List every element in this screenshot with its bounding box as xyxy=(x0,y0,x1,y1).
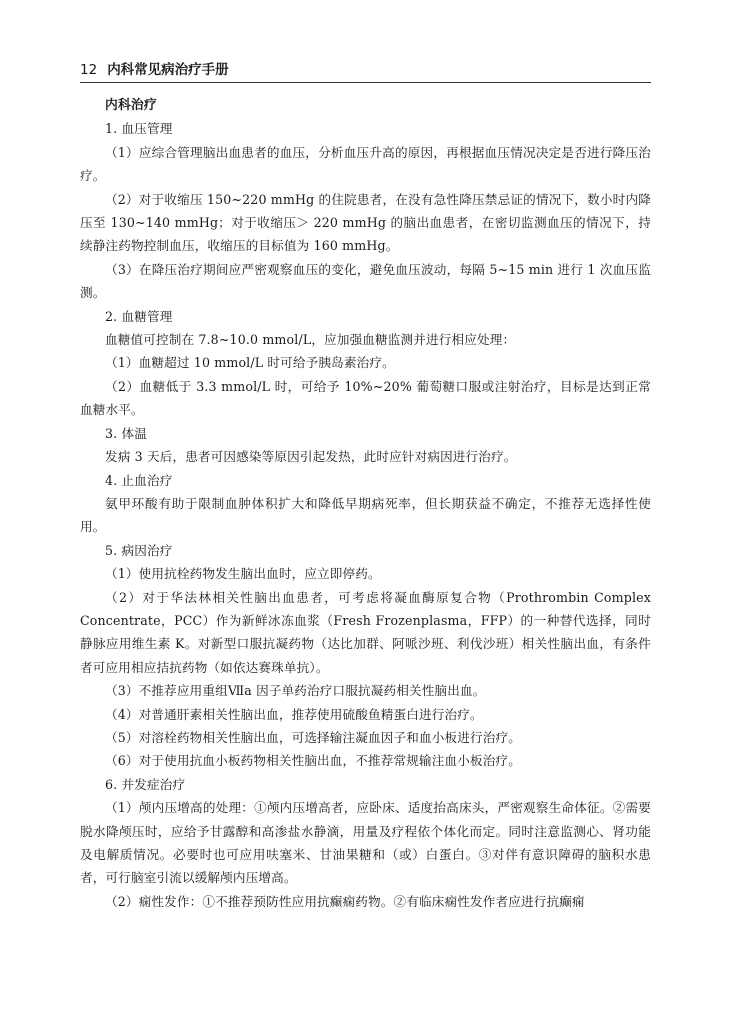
page-body xyxy=(80,94,651,913)
paragraph: （1）使用抗栓药物发生脑出血时，应立即停药。 xyxy=(105,566,381,582)
paragraph: （4）对普通肝素相关性脑出血，推荐使用硫酸鱼精蛋白进行治疗。 xyxy=(105,706,483,722)
paragraph: （3）不推荐应用重组Ⅶa 因子单药治疗口服抗凝药相关性脑出血。 xyxy=(105,683,486,699)
paragraph: （1）颅内压增高的处理：①颅内压增高者，应卧床、适度抬高床头，严密观察生命体征。②需要脱水降颅压时，应给予甘露醇和高渗盐水静滴，用量及疗程依个体化而定。同时注意监测心、肾功能及电解质情况。必要时也可应用呋塞米、甘油果糖和（或）白蛋白。③对伴有意识障碍的脑积水患者，可行脑室引流以缓解颅内压增高。 xyxy=(80,800,651,886)
page-header xyxy=(80,60,651,83)
paragraph: （2）痫性发作：①不推荐预防性应用抗癫痫药物。②有临床痫性发作者应进行抗癫痫 xyxy=(105,893,585,909)
subsection-heading: 6. 并发症治疗 xyxy=(105,776,186,792)
page-number: 12 xyxy=(80,62,98,78)
paragraph: （1）应综合管理脑出血患者的血压，分析血压升高的原因，再根据血压情况决定是否进行降压治疗。 xyxy=(80,144,651,184)
paragraph: （6）对于使用抗血小板药物相关性脑出血，不推荐常规输注血小板治疗。 xyxy=(105,753,521,769)
paragraph: 发病 3 天后，患者可因感染等原因引起发热，此时应针对病因进行治疗。 xyxy=(105,449,517,465)
subsection-heading: 4. 止血治疗 xyxy=(105,472,173,488)
paragraph: （2）血糖低于 3.3 mmol/L 时，可给予 10%~20% 葡萄糖口服或注射治疗，目标是达到正常血糖水平。 xyxy=(80,378,651,418)
paragraph: （3）在降压治疗期间应严密观察血压的变化，避免血压波动，每隔 5~15 min 进行 1 次血压监测。 xyxy=(80,261,651,301)
section-title: 内科治疗 xyxy=(105,98,157,113)
book-title: 内科常见病治疗手册 xyxy=(107,62,229,78)
paragraph: （2）对于收缩压 150~220 mmHg 的住院患者，在没有急性降压禁忌证的情况下，数小时内降压至 130~140 mmHg；对于收缩压＞ 220 mmHg 的脑出血患者，在密切监测血压的情况下，持续静注药物控制血压，收缩压的目标值为 160 mmHg。 xyxy=(80,191,651,254)
subsection-heading: 3. 体温 xyxy=(105,425,147,441)
paragraph: 氨甲环酸有助于限制血肿体积扩大和降低早期病死率，但长期获益不确定，不推荐无选择性使用。 xyxy=(80,495,651,535)
subsection-heading: 2. 血糖管理 xyxy=(105,308,173,324)
paragraph: 血糖值可控制在 7.8~10.0 mmol/L，应加强血糖监测并进行相应处理： xyxy=(105,332,516,348)
paragraph: （1）血糖超过 10 mmol/L 时可给予胰岛素治疗。 xyxy=(105,355,395,371)
paragraph: （5）对溶栓药物相关性脑出血，可选择输注凝血因子和血小板进行治疗。 xyxy=(105,729,521,745)
paragraph: （2）对于华法林相关性脑出血患者，可考虑将凝血酶原复合物（Prothrombin Complex Concentrate，PCC）作为新鲜冰冻血浆（Fresh Frozenplasma，FFP）的一种替代选择，同时静脉应用维生素 K。对新型口服抗凝药物（达比加群、阿哌沙班、利伐沙班）相关性脑出血，有条件者可应用相应拮抗药物（如依达赛珠单抗）。 xyxy=(80,589,651,675)
subsection-heading: 1. 血压管理 xyxy=(105,121,173,137)
subsection-heading: 5. 病因治疗 xyxy=(105,542,173,558)
